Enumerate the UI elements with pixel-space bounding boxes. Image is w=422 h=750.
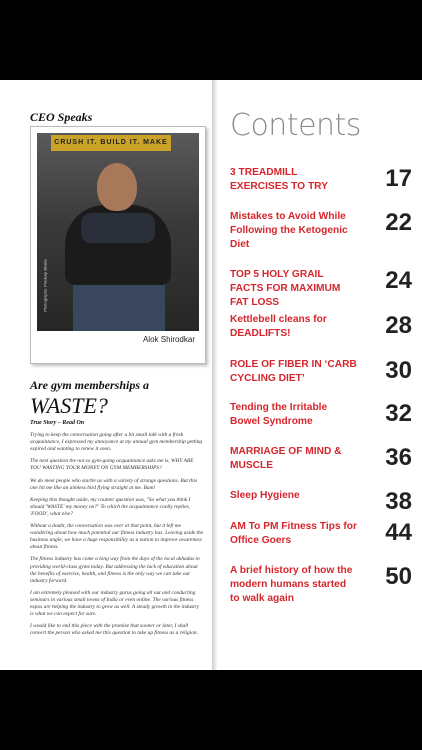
article-paragraph: Trying to keep the conversation going after a bit small talk with a fresh acquaintance, I expressed my annoyance at my annual gym membership getting expired and wanting to renew it soon. bbox=[30, 432, 203, 453]
article-body bbox=[30, 420, 204, 642]
toc-item-title[interactable]: AM To PM Fitness Tips for Office Goers bbox=[230, 521, 357, 546]
photo-credit: Photographs: Pradeep Bhatia bbox=[42, 259, 48, 312]
article-paragraph: Without a doubt, the conversation was over at that point, but it left me wondering about how much potential our fitness industry has. Leaving aside the business angle, we have a huge responsibility as a nation to improve awareness about fitness. bbox=[30, 523, 204, 551]
toc-item-page: 30 bbox=[385, 357, 412, 384]
article-question: Are gym memberships a bbox=[30, 378, 149, 392]
toc-item-title[interactable]: Mistakes to Avoid While Following the Ketogenic Diet bbox=[230, 211, 348, 250]
toc-item-title[interactable]: A brief history of how the modern humans started to walk again bbox=[230, 565, 353, 604]
toc-item-page: 24 bbox=[385, 267, 412, 294]
toc-item-title[interactable]: TOP 5 HOLY GRAIL FACTS FOR MAXIMUM FAT LOSS bbox=[230, 269, 341, 308]
contents-title: Contents bbox=[230, 108, 361, 143]
toc-item-page: 22 bbox=[385, 209, 412, 236]
toc-item-page: 17 bbox=[385, 165, 412, 192]
toc-item-page: 32 bbox=[385, 400, 412, 427]
article-paragraph: I would like to end this piece with the promise that sooner or later, I shall convert the person who asked me this question to take up fitness as a religion. bbox=[30, 623, 198, 637]
section-title: CEO Speaks bbox=[30, 110, 93, 124]
article-headline: WASTE? bbox=[30, 393, 108, 418]
ceo-photo bbox=[37, 133, 199, 331]
toc-item-title[interactable]: Tending the Irritable Bowel Syndrome bbox=[230, 402, 328, 427]
toc-item-title[interactable]: Sleep Hygiene bbox=[230, 490, 300, 501]
photo-banner: CRUSH IT. BUILD IT. MAKE bbox=[51, 135, 171, 151]
article-paragraph: Keeping this thought aside, my counter question was, "So what you think I should 'WASTE' my money on?" To which the acquaintance coolly replies, 'FOOD', what else? bbox=[30, 496, 191, 517]
magazine-spread bbox=[0, 80, 422, 670]
toc-item-title[interactable]: 3 TREADMILL EXERCISES TO TRY bbox=[230, 167, 328, 192]
toc-item-page: 50 bbox=[385, 563, 412, 590]
article-paragraph: The next question the not so gym-going acquaintance asks me is, WHY ARE YOU WASTING YOUR MONEY ON GYM MEMBERSHIPS? bbox=[30, 458, 194, 472]
toc-item-page: 38 bbox=[385, 488, 412, 515]
ceo-photo-frame bbox=[30, 126, 206, 364]
photo-figure-head bbox=[97, 163, 137, 211]
photo-caption: Alok Shirodkar bbox=[142, 335, 195, 344]
photo-figure-jacket bbox=[81, 213, 155, 243]
article-kicker: True Story – Read On bbox=[30, 420, 85, 426]
ceo-column bbox=[0, 80, 214, 670]
article-paragraph: The fitness industry has come a long way from the days of the local akhadas to providing world-class gyms today. But addressing the lack of education about the benefits of exercise, health, and fitness is the only way we can take our industry forward. bbox=[30, 556, 200, 584]
toc-item-page: 28 bbox=[385, 312, 412, 339]
article-paragraph: We do meet people who startle us with a variety of strange questions. But this one hit me like an aimless bird flying straight at me. Bam! bbox=[30, 477, 198, 491]
article-paragraph: I am extremely pleased with our industry gurus going all out and conducting seminars in various small towns of India or even online. The various fitness expos are helping the industry to grow as well. A steady growth in the industry is what we can expect for sure. bbox=[30, 589, 200, 618]
toc-item-title[interactable]: ROLE OF FIBER IN ‘CARB CYCLING DIET’ bbox=[230, 359, 357, 384]
toc-item-title[interactable]: Kettlebell cleans for DEADLIFTS! bbox=[230, 314, 327, 339]
toc-item-page: 36 bbox=[385, 444, 412, 471]
toc-item-page: 44 bbox=[385, 519, 412, 546]
contents-column bbox=[218, 80, 422, 670]
toc-item-title[interactable]: MARRIAGE OF MIND & MUSCLE bbox=[230, 446, 342, 471]
